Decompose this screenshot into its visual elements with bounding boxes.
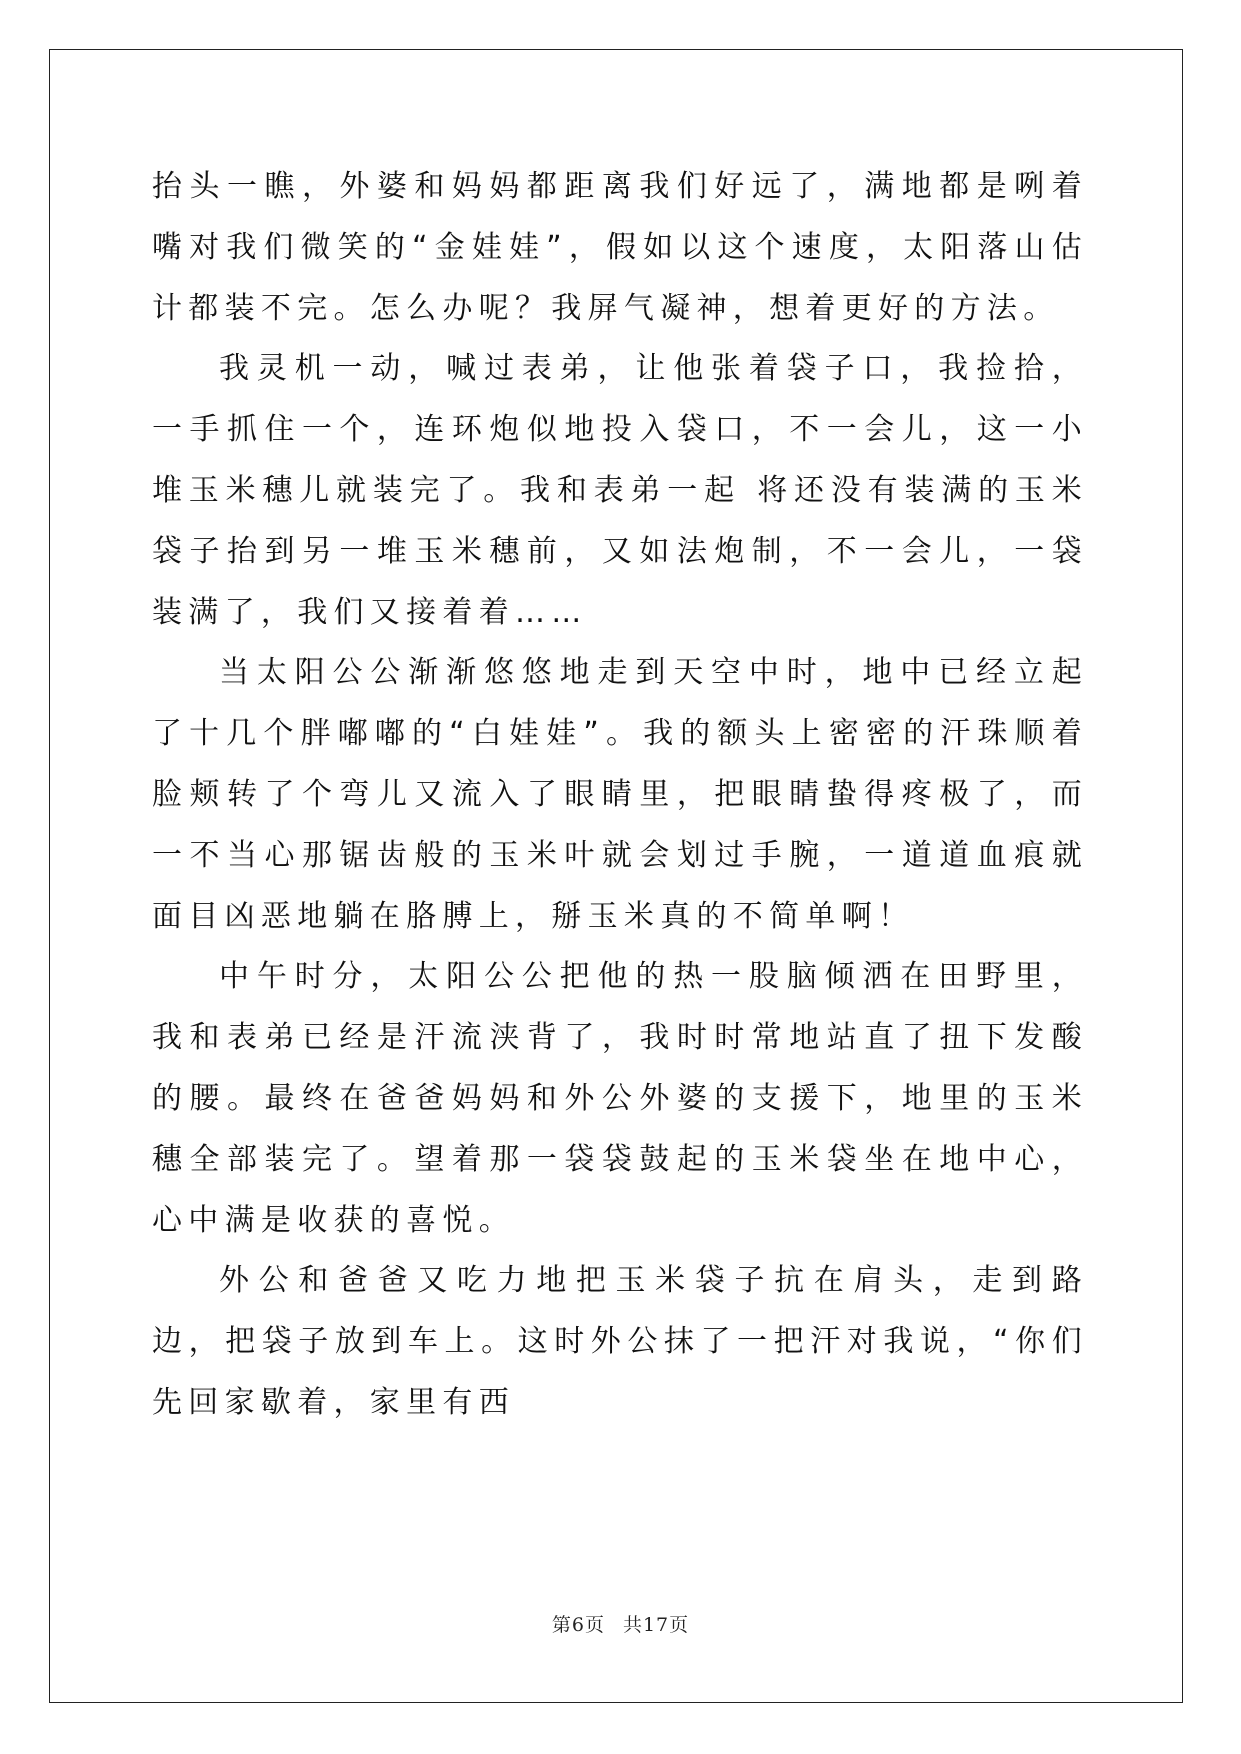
paragraph-2: 我灵机一动，喊过表弟，让他张着袋子口，我捡拾，一手抓住一个，连环炮似地投入袋口，不一会儿，这一小堆玉米穗儿就装完了。我和表弟一起 将还没有装满的玉米袋子抬到另一堆玉米穗前，又如法炮制，不一会儿，一袋装满了，我们又接着着……: [152, 351, 1088, 630]
page-number: 第6页: [551, 1614, 605, 1636]
paragraph-5: 外公和爸爸又吃力地把玉米袋子抗在肩头，走到路边，把袋子放到车上。这时外公抹了一把汗对我说，“你们先回家歇着，家里有西: [152, 1263, 1088, 1420]
page-footer: [0, 1610, 1241, 1637]
page-total: 共17页: [622, 1614, 690, 1636]
paragraph-1: 抬头一瞧，外婆和妈妈都距离我们好远了，满地都是咧着嘴对我们微笑的“金娃娃”，假如以这个速度，太阳落山估计都装不完。怎么办呢？我屏气凝神，想着更好的方法。: [152, 169, 1088, 326]
paragraph-4: 中午时分，太阳公公把他的热一股脑倾洒在田野里，我和表弟已经是汗流浃背了，我时时常地站直了扭下发酸的腰。最终在爸爸妈妈和外公外婆的支援下，地里的玉米穗全部装完了。望着那一袋袋鼓起的玉米袋坐在地中心，心中满是收获的喜悦。: [152, 959, 1088, 1238]
paragraph-3: 当太阳公公渐渐悠悠地走到天空中时，地中已经立起了十几个胖嘟嘟的“白娃娃”。我的额头上密密的汗珠顺着脸颊转了个弯儿又流入了眼睛里，把眼睛蛰得疼极了，而一不当心那锯齿般的玉米叶就会划过手腕，一道道血痕就面目凶恶地躺在胳膊上，掰玉米真的不简单啊！: [152, 655, 1088, 934]
document-body: [152, 157, 1088, 1434]
